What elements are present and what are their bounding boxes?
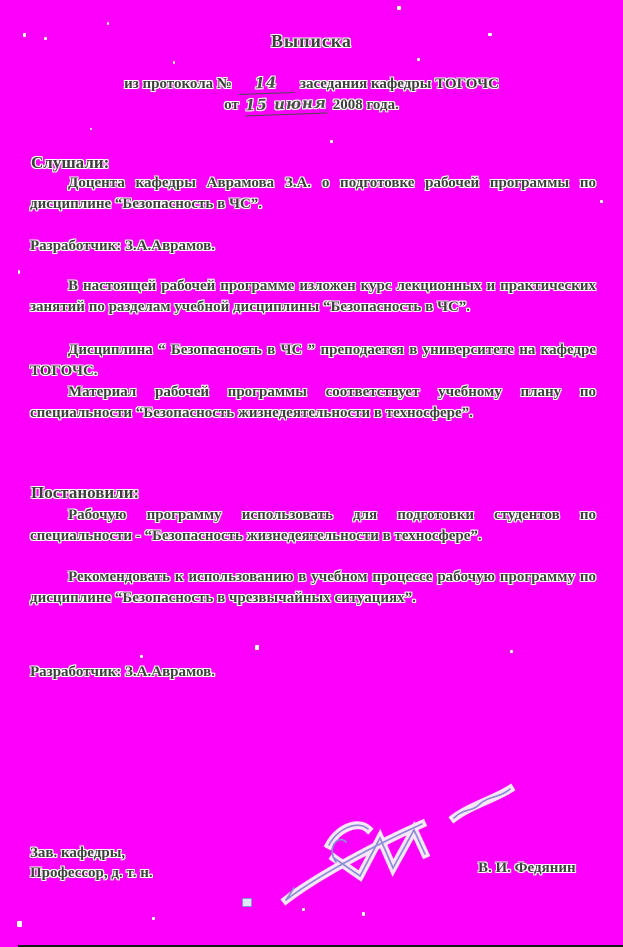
noise-speck <box>23 33 26 37</box>
noise-speck <box>18 270 20 274</box>
signer-position-line2: Профессор, д. т. н. <box>30 865 153 881</box>
signature-ink-icon <box>272 778 522 908</box>
noise-speck <box>488 33 492 36</box>
noise-speck <box>140 655 143 658</box>
body-paragraph-lectures: В настоящей рабочей программе изложен курс лекционных и практических занятий по разделам учебной дисциплины “Безопасность в ЧС”. <box>30 278 596 315</box>
noise-speck <box>362 912 365 916</box>
noise-speck-blue <box>242 898 252 907</box>
signer-position-line1: Зав. кафедры, <box>30 845 126 861</box>
handwritten-signature <box>272 778 522 908</box>
noise-speck <box>330 140 333 143</box>
resolved-paragraph-recommend: Рекомендовать к использованию в учебном процессе рабочую программу по дисциплине “Безопасность в чрезвычайных ситуациях”. <box>30 569 596 606</box>
heard-paragraph: Доцента кафедры Аврамова З.А. о подготовке рабочей программы по дисциплине “Безопасность в ЧС”. <box>30 175 596 212</box>
noise-speck <box>302 908 305 911</box>
noise-speck <box>44 37 47 40</box>
protocol-number-handwritten: 14 <box>238 72 295 95</box>
developer-line: Разработчик: З.А.Аврамов. <box>30 238 216 254</box>
noise-speck <box>510 650 513 653</box>
date-line-prefix: от <box>224 97 239 113</box>
signer-name: В. И. Федянин <box>478 860 576 876</box>
noise-speck <box>397 6 401 10</box>
body-paragraph-material: Материал рабочей программы соответствует учебному плану по специальности “Безопасность жизнедеятельности в техносфере”. <box>30 384 596 421</box>
date-handwritten: 15 июня <box>244 93 328 115</box>
date-line <box>0 94 623 115</box>
protocol-line-suffix: заседания кафедры ТОГОЧС <box>299 76 499 92</box>
resolved-paragraph-use: Рабочую программу использовать для подготовки студентов по специальности - “Безопасность жизнедеятельности в техносфере”. <box>30 507 596 544</box>
noise-speck <box>417 58 420 61</box>
signer-position <box>30 843 153 883</box>
heard-heading: Слушали: <box>31 153 110 172</box>
date-line-suffix: 2008 года. <box>332 97 399 113</box>
noise-speck <box>17 921 22 927</box>
noise-speck <box>90 128 92 130</box>
noise-speck <box>600 200 603 203</box>
noise-speck <box>152 917 155 920</box>
protocol-line-prefix: из протокола № <box>124 76 232 92</box>
document-title: Выписка <box>271 31 352 51</box>
noise-speck <box>255 645 259 650</box>
body-paragraph-discipline: Дисциплина “ Безопасность в ЧС ” преподается в университете на кафедре ТОГОЧС. <box>30 342 596 379</box>
noise-speck <box>173 61 175 64</box>
protocol-line <box>0 73 623 94</box>
resolved-heading: Постановили: <box>31 483 140 502</box>
noise-speck <box>107 22 109 25</box>
protocol-subtitle <box>0 73 623 115</box>
developer-footer-line: Разработчик: З.А.Аврамов. <box>30 664 216 680</box>
